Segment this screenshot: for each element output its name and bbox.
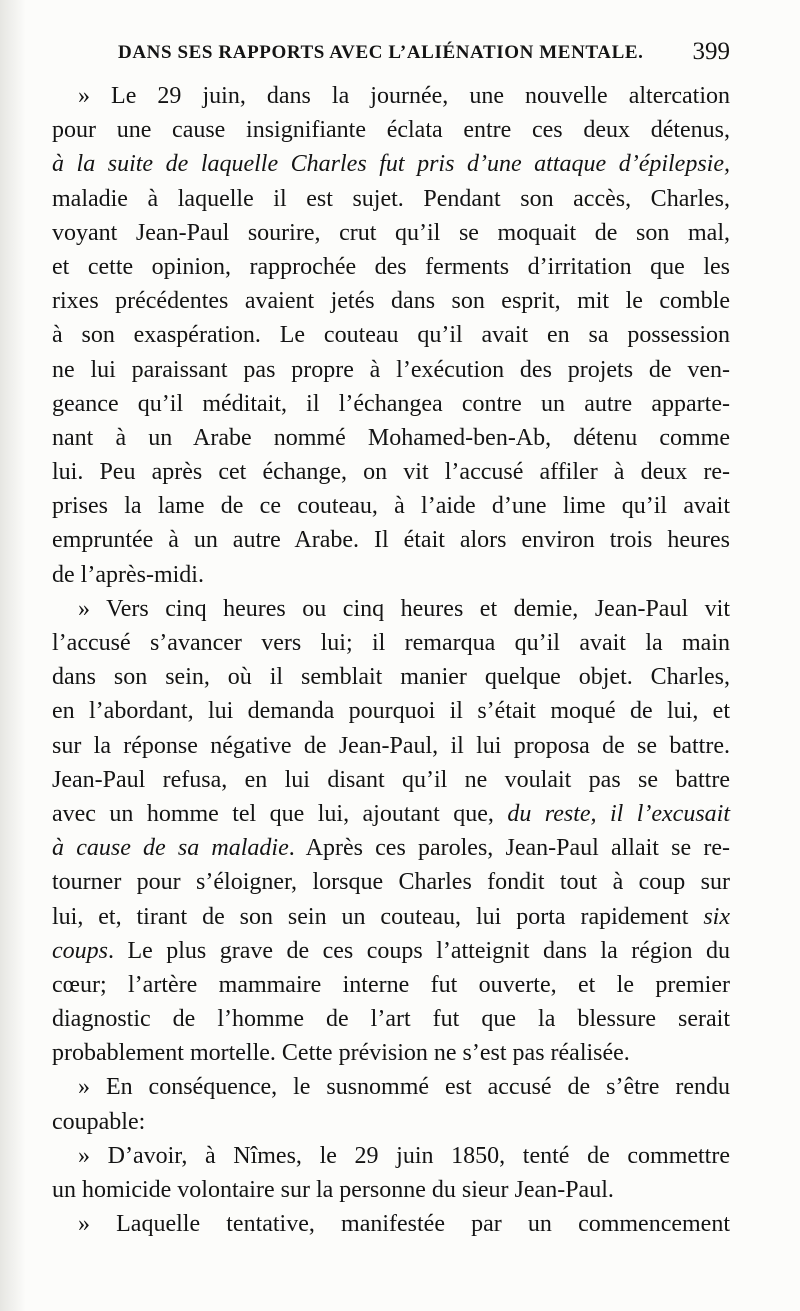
text-line <box>52 1070 730 1104</box>
text-line <box>52 1002 730 1036</box>
text-line <box>52 523 730 557</box>
text-line <box>52 182 730 216</box>
line-text: » Laquelle tentative, manifestée par un commencement <box>78 1211 730 1238</box>
line-text: tourner pour s’éloigner, lorsque Charles fondit tout à coup sur <box>52 869 730 896</box>
line-text: avec un homme tel que lui, ajoutant que, <box>52 800 494 827</box>
text-line <box>52 387 730 421</box>
text-line <box>52 1173 730 1207</box>
line-text: à son exaspération. Le couteau qu’il avait en sa possession <box>52 322 730 349</box>
line-text: nant à un Arabe nommé Mohamed-ben-Ab, détenu comme <box>52 424 730 451</box>
text-line <box>52 831 730 865</box>
line-text: diagnostic de l’homme de l’art fut que la blessure serait <box>52 1006 730 1033</box>
text-line <box>52 763 730 797</box>
line-text: pour une cause insignifiante éclata entre ces deux détenus, <box>52 117 730 144</box>
text-line <box>52 1105 730 1139</box>
text-line <box>52 660 730 694</box>
line-text: lui, et, tirant de son sein un couteau, lui porta rapidement <box>52 903 689 930</box>
page-gutter-shadow <box>0 0 26 1311</box>
text-line <box>52 865 730 899</box>
text-line <box>52 1139 730 1173</box>
line-text: voyant Jean-Paul sourire, crut qu’il se moquait de son mal, <box>52 219 730 246</box>
line-text: cœur; l’artère mammaire interne fut ouverte, et le premier <box>52 971 730 998</box>
page-header <box>118 40 730 76</box>
text-line <box>52 113 730 147</box>
text-line <box>52 1207 730 1241</box>
text-line <box>52 250 730 284</box>
line-text: » Vers cinq heures ou cinq heures et demie, Jean-Paul vit <box>78 595 730 622</box>
line-text: à la suite de laquelle Charles fut pris d’une attaque d’épilepsie, <box>52 151 730 178</box>
line-text: geance qu’il méditait, il l’échangea contre un autre apparte- <box>52 390 730 417</box>
line-text: . Le plus grave de ces coups l’atteignit dans la région du <box>108 937 730 964</box>
line-text: » D’avoir, à Nîmes, le 29 juin 1850, tenté de commettre <box>78 1142 730 1169</box>
line-text: ne lui paraissant pas propre à l’exécution des projets de ven- <box>52 356 730 383</box>
line-text: maladie à laquelle il est sujet. Pendant son accès, Charles, <box>52 185 730 212</box>
line-text: en l’abordant, lui demanda pourquoi il s’était moqué de lui, et <box>52 698 730 725</box>
italic-span: à cause de sa maladie <box>52 835 289 862</box>
line-text: empruntée à un autre Arabe. Il était alors environ trois heures <box>52 527 730 554</box>
line-text: coupable: <box>52 1108 146 1135</box>
text-line <box>52 729 730 763</box>
text-line <box>52 934 730 968</box>
line-text: dans son sein, où il semblait manier quelque objet. Charles, <box>52 664 730 691</box>
text-line <box>52 968 730 1002</box>
text-line <box>52 694 730 728</box>
line-text: et cette opinion, rapprochée des ferments d’irritation que les <box>52 253 730 280</box>
italic-span: du reste, il l’excusait <box>493 800 730 827</box>
line-text: rixes précédentes avaient jetés dans son esprit, mit le comble <box>52 288 730 315</box>
text-line <box>52 592 730 626</box>
line-text: probablement mortelle. Cette prévision ne s’est pas réalisée. <box>52 1040 630 1067</box>
text-line <box>52 455 730 489</box>
text-line <box>52 900 730 934</box>
line-text: Jean-Paul refusa, en lui disant qu’il ne voulait pas se battre <box>52 766 730 793</box>
line-text: prises la lame de ce couteau, à l’aide d’une lime qu’il avait <box>52 493 730 520</box>
line-text: sur la réponse négative de Jean-Paul, il lui proposa de se battre. <box>52 732 730 759</box>
line-text: de l’après-midi. <box>52 561 204 588</box>
line-text: » En conséquence, le susnommé est accusé de s’être rendu <box>78 1074 730 1101</box>
line-text: » Le 29 juin, dans la journée, une nouvelle altercation <box>78 83 730 109</box>
text-line <box>52 147 730 181</box>
text-line <box>52 558 730 592</box>
text-line <box>52 421 730 455</box>
text-line <box>52 79 730 113</box>
body-text <box>52 79 730 1241</box>
line-text: . Après ces paroles, Jean-Paul allait se re- <box>288 835 730 862</box>
text-line <box>52 626 730 660</box>
line-text: un homicide volontaire sur la personne du sieur Jean-Paul. <box>52 1177 614 1203</box>
line-text: lui. Peu après cet échange, on vit l’accusé affiler à deux re- <box>52 459 730 486</box>
running-head: DANS SES RAPPORTS AVEC L’ALIÉNATION MENTALE. <box>118 42 644 63</box>
text-line <box>52 797 730 831</box>
text-line <box>52 1036 730 1070</box>
text-line <box>52 284 730 318</box>
italic-span: six <box>688 903 730 930</box>
text-line <box>52 318 730 352</box>
line-text: l’accusé s’avancer vers lui; il remarqua qu’il avait la main <box>52 630 730 656</box>
text-line <box>52 489 730 523</box>
text-line <box>52 353 730 387</box>
page-number: 399 <box>692 38 730 65</box>
text-line <box>52 216 730 250</box>
italic-span: coups <box>52 937 108 964</box>
